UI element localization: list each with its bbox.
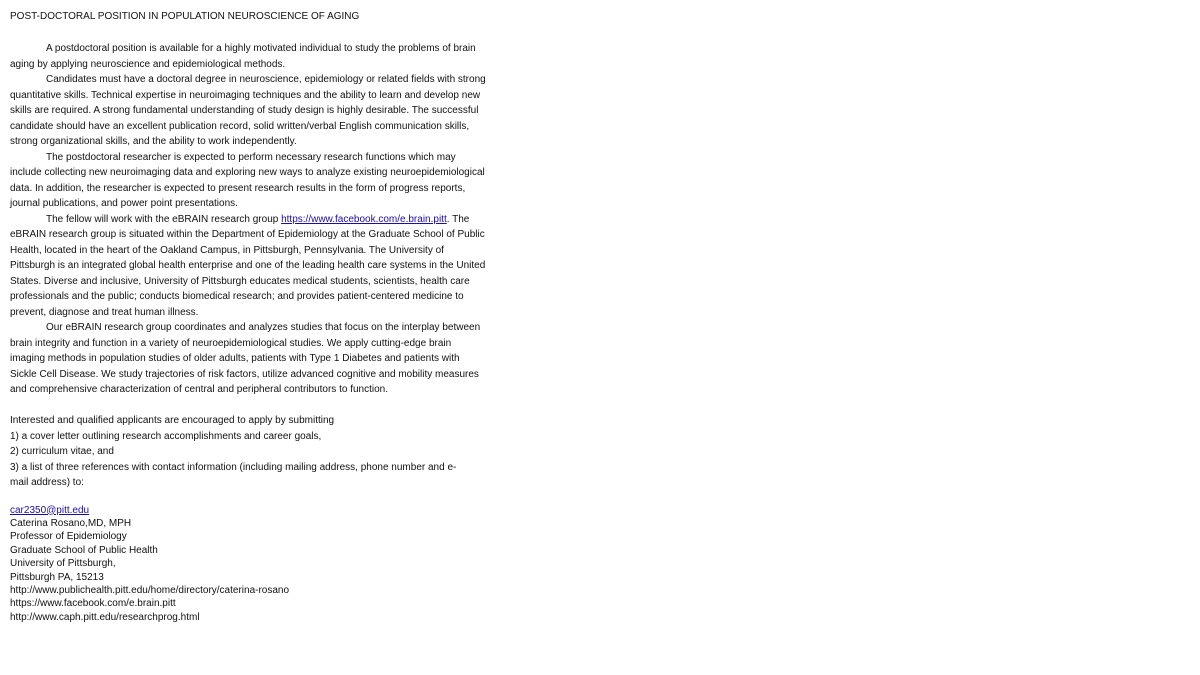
group-text-before-link: The fellow will work with the eBRAIN research group	[46, 213, 282, 225]
paragraph-duties: The postdoctoral researcher is expected to perform necessary research functions which may include collecting new neuroimaging data and exploring new ways to analyze existing neuroepidemiological data. In addition, the researcher is expected to present research results in the form of progress reports, journal publications, and power point presentations.	[10, 151, 485, 209]
application-item-cv: 2) curriculum vitae, and	[10, 446, 114, 457]
paragraph-requirements: Candidates must have a doctoral degree in neuroscience, epidemiology or related fields with strong quantitative skills. Technical expertise in neuroimaging techniques and the ability to learn and develop new skills are required. A strong fundamental understanding of study design is highly desirable. The successful candidate should have an excellent publication record, solid written/verbal English communication skills, strong organizational skills, and the ability to work independently.	[10, 74, 486, 147]
spacer	[10, 398, 488, 414]
paragraph-group	[10, 212, 488, 321]
ebrain-facebook-link[interactable]: https://www.facebook.com/e.brain.pitt	[281, 213, 447, 225]
group-text-after-link: . The eBRAIN research group is situated within the Department of Epidemiology at the Graduate School of Public Health, located in the heart of the Oakland Campus, in Pittsburgh, Pennsylvania. The University of Pittsburgh is an integrated global health enterprise and one of the leading health care systems in the United States. Diverse and inclusive, University of Pittsburgh educates medical students, scientists, health care professionals and the public; conducts biomedical research; and provides patient-centered medicine to prevent, diagnose and treat human illness.	[10, 213, 486, 318]
application-item-cover-letter: 1) a cover letter outlining research accomplishments and career goals,	[10, 430, 322, 442]
paragraph-research-focus: Our eBRAIN research group coordinates and analyzes studies that focus on the interplay between brain integrity and function in a variety of neuroepidemiological studies. We apply cutting-edge brain imaging methods in population studies of older adults, patients with Type 1 Diabetes and patients with Sickle Cell Disease. We study trajectories of risk factors, utilize advanced cognitive and mobility measures and comprehensive characterization of central and peripheral contributors to function.	[10, 322, 481, 395]
contact-url-facebook: https://www.facebook.com/e.brain.pitt	[10, 598, 176, 610]
contact-name: Caterina Rosano,MD, MPH	[10, 517, 132, 529]
application-item-references: 3) a list of three references with contact information (including mailing address, phone number and e-	[10, 461, 457, 473]
contact-url-directory: http://www.publichealth.pitt.edu/home/directory/caterina-rosano	[10, 584, 290, 596]
contact-email	[10, 504, 488, 517]
application-item-references-cont: mail address) to:	[10, 477, 84, 488]
spacer	[10, 23, 488, 41]
application-intro: Interested and qualified applicants are encouraged to apply by submitting	[10, 415, 335, 426]
contact-city: Pittsburgh PA, 15213	[10, 571, 104, 583]
document-title: POST-DOCTORAL POSITION IN POPULATION NEUROSCIENCE OF AGING	[10, 11, 360, 22]
document-body	[10, 10, 488, 624]
paragraph-intro: A postdoctoral position is available for a highly motivated individual to study the problems of brain aging by applying neuroscience and epidemiological methods.	[10, 43, 476, 70]
contact-school: Graduate School of Public Health	[10, 544, 158, 556]
email-link[interactable]: car2350@pitt.edu	[10, 504, 90, 516]
spacer	[10, 491, 488, 504]
contact-position: Professor of Epidemiology	[10, 531, 127, 543]
contact-url-research: http://www.caph.pitt.edu/researchprog.html	[10, 611, 200, 623]
contact-university: University of Pittsburgh,	[10, 558, 116, 570]
